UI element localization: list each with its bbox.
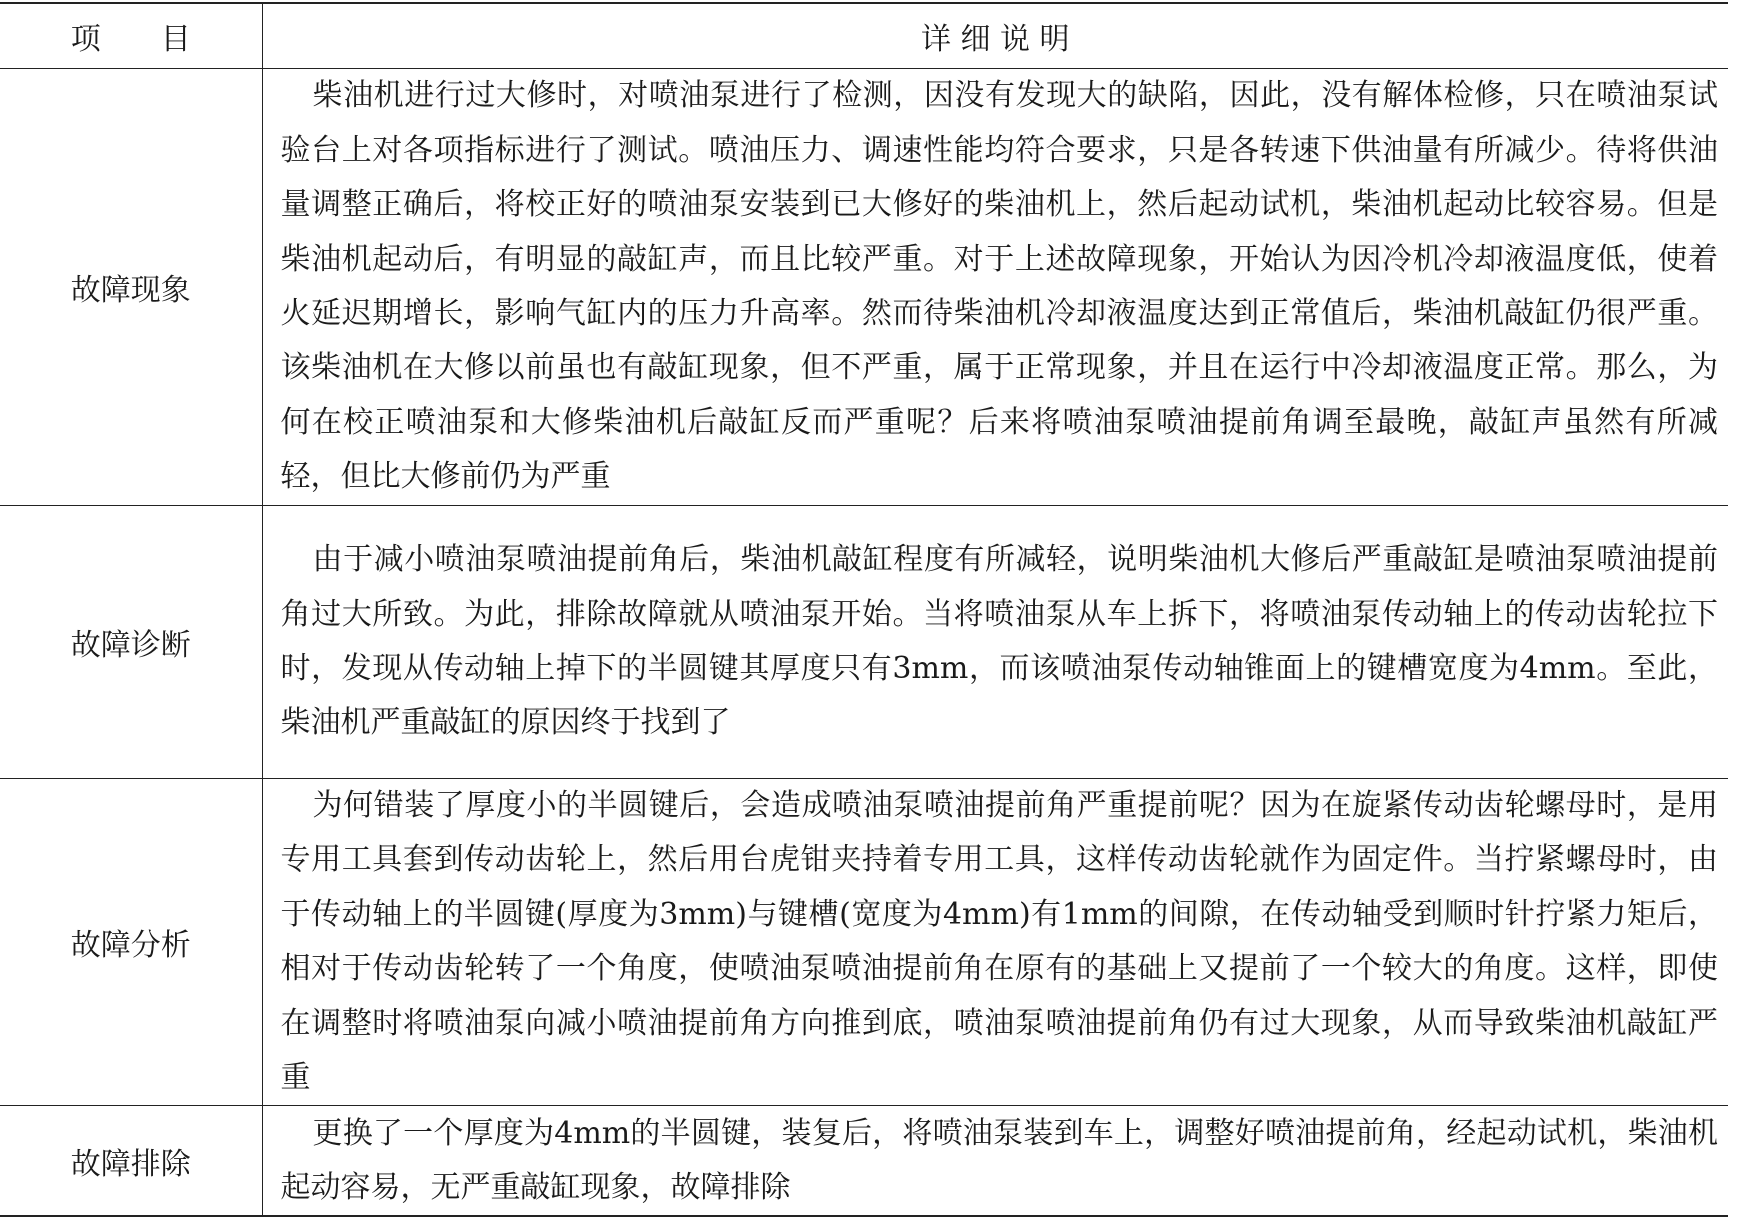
row-detail-text: 更换了一个厚度为4mm的半圆键，装复后，将喷油泵装到车上，调整好喷油提前角，经起动试机，柴油机起动容易，无严重敲缸现象，故障排除 xyxy=(262,1106,1728,1217)
table-row xyxy=(0,1106,1728,1217)
row-detail-text: 由于减小喷油泵喷油提前角后，柴油机敲缸程度有所减轻，说明柴油机大修后严重敲缸是喷油泵喷油提前角过大所致。为此，排除故障就从喷油泵开始。当将喷油泵从车上拆下，将喷油泵传动轴上的传动齿轮拉下时，发现从传动轴上掉下的半圆键其厚度只有3mm，而该喷油泵传动轴锥面上的键槽宽度为4mm。至此，柴油机严重敲缸的原因终于找到了 xyxy=(262,506,1728,779)
table-row xyxy=(0,506,1728,779)
table-row xyxy=(0,779,1728,1106)
document-page xyxy=(0,2,1728,1217)
header-item: 项 目 xyxy=(0,3,262,69)
row-detail-text: 为何错装了厚度小的半圆键后，会造成喷油泵喷油提前角严重提前呢？因为在旋紧传动齿轮螺母时，是用专用工具套到传动齿轮上，然后用台虎钳夹持着专用工具，这样传动齿轮就作为固定件。当拧紧螺母时，由于传动轴上的半圆键(厚度为3mm)与键槽(宽度为4mm)有1mm的间隙，在传动轴受到顺时针拧紧力矩后，相对于传动齿轮转了一个角度，使喷油泵喷油提前角在原有的基础上又提前了一个较大的角度。这样，即使在调整时将喷油泵向减小喷油提前角方向推到底，喷油泵喷油提前角仍有过大现象，从而导致柴油机敲缸严重 xyxy=(262,779,1728,1106)
header-detail: 详 细 说 明 xyxy=(262,3,1728,69)
fault-case-table xyxy=(0,2,1728,1217)
table-header-row xyxy=(0,3,1728,69)
row-item-label: 故障诊断 xyxy=(0,506,262,779)
row-item-label: 故障分析 xyxy=(0,779,262,1106)
row-item-label: 故障现象 xyxy=(0,69,262,506)
table-row xyxy=(0,69,1728,506)
row-detail-text: 柴油机进行过大修时，对喷油泵进行了检测，因没有发现大的缺陷，因此，没有解体检修，只在喷油泵试验台上对各项指标进行了测试。喷油压力、调速性能均符合要求，只是各转速下供油量有所减少。待将供油量调整正确后，将校正好的喷油泵安装到已大修好的柴油机上，然后起动试机，柴油机起动比较容易。但是柴油机起动后，有明显的敲缸声，而且比较严重。对于上述故障现象，开始认为因冷机冷却液温度低，使着火延迟期增长，影响气缸内的压力升高率。然而待柴油机冷却液温度达到正常值后，柴油机敲缸仍很严重。该柴油机在大修以前虽也有敲缸现象，但不严重，属于正常现象，并且在运行中冷却液温度正常。那么，为何在校正喷油泵和大修柴油机后敲缸反而严重呢？后来将喷油泵喷油提前角调至最晚，敲缸声虽然有所减轻，但比大修前仍为严重 xyxy=(262,69,1728,506)
row-item-label: 故障排除 xyxy=(0,1106,262,1217)
